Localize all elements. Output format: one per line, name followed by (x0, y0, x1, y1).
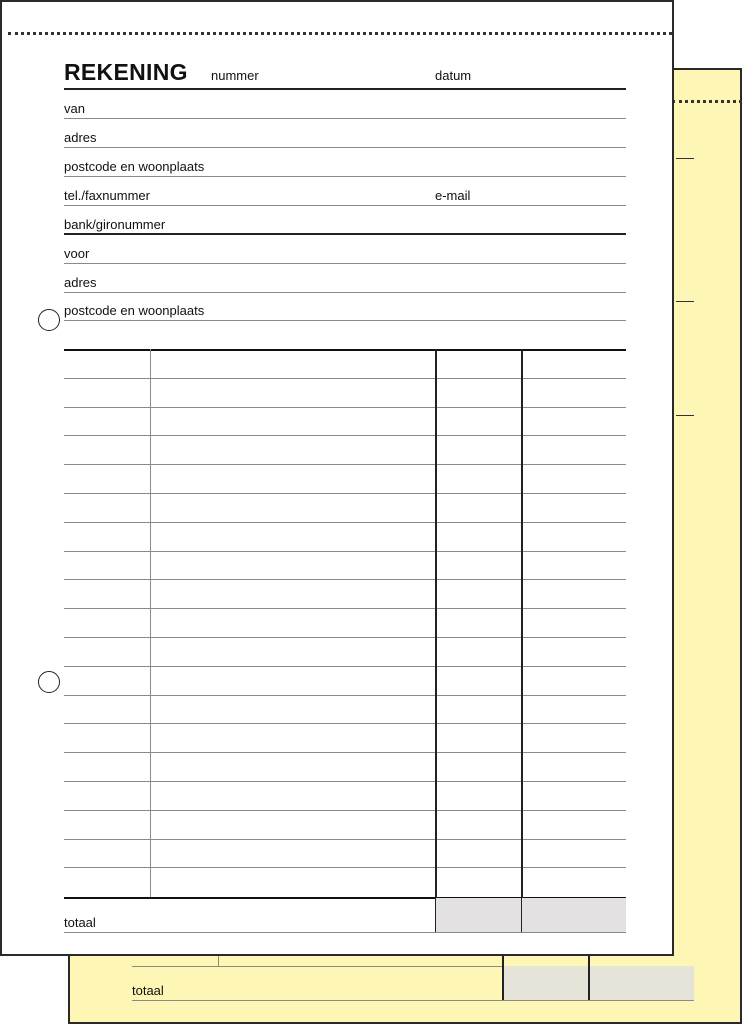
table-row-line (64, 781, 626, 782)
binder-hole (38, 671, 60, 693)
recipient-address-label: adres (64, 275, 97, 290)
number-label: nummer (211, 68, 259, 83)
table-row-line (64, 637, 626, 638)
phone-fax-label: tel./faxnummer (64, 188, 150, 203)
sender-address-line (64, 147, 626, 148)
table-row-line (64, 579, 626, 580)
table-row-line (64, 407, 626, 408)
recipient-line (64, 263, 626, 264)
table-row-line (64, 723, 626, 724)
table-row-line (64, 435, 626, 436)
copy-rule-tick (676, 415, 694, 416)
table-row-line (64, 464, 626, 465)
from-line (64, 118, 626, 119)
recipient-label: voor (64, 246, 90, 261)
binder-hole (38, 309, 60, 331)
table-row-line (64, 867, 626, 868)
table-row-line (64, 666, 626, 667)
table-column-line (521, 349, 523, 932)
table-row-line (64, 608, 626, 609)
sender-address-label: adres (64, 130, 97, 145)
copy-total-line (132, 1000, 694, 1001)
date-label: datum (435, 68, 472, 83)
bank-label: bank/gironummer (64, 217, 166, 232)
table-row-line (64, 522, 626, 523)
bank-line (64, 233, 626, 235)
email-label: e-mail (435, 188, 471, 203)
table-row-line (64, 493, 626, 494)
recipient-postcode-label: postcode en woonplaats (64, 303, 205, 318)
total-label: totaal (64, 915, 96, 930)
table-row-line (64, 551, 626, 552)
table-row-line (64, 378, 626, 379)
copy-total-label: totaal (132, 983, 164, 998)
from-label: van (64, 101, 85, 116)
copy-total-cell (504, 966, 588, 1000)
sender-postcode-line (64, 176, 626, 177)
copy-rule-tick (676, 158, 694, 159)
copy-total-cell (590, 966, 694, 1000)
phone-line (64, 205, 626, 206)
copy-perforation (672, 100, 742, 103)
recipient-postcode-line (64, 320, 626, 321)
form-title: REKENING (64, 59, 188, 85)
total-amount-cell (436, 898, 521, 932)
header-rule (64, 88, 626, 90)
table-top-rule (64, 349, 626, 351)
table-row-line (64, 695, 626, 696)
perforation-line (8, 32, 672, 35)
table-column-line (435, 349, 437, 932)
sender-postcode-label: postcode en woonplaats (64, 159, 205, 174)
table-column-line (150, 349, 151, 897)
table-row-line (64, 752, 626, 753)
total-amount-cell (522, 898, 626, 932)
table-row-line (64, 810, 626, 811)
recipient-address-line (64, 292, 626, 293)
table-row-line (64, 839, 626, 840)
copy-rule-tick (676, 301, 694, 302)
total-line (64, 932, 626, 933)
